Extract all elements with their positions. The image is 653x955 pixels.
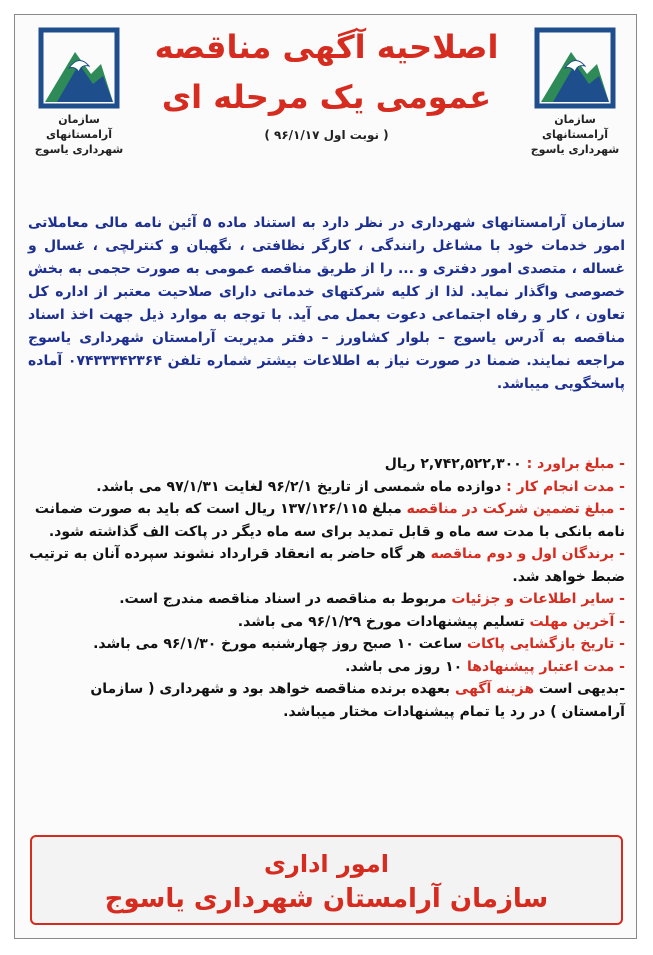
detail-closing — [28, 678, 625, 723]
footer-department: امور اداری — [264, 850, 389, 878]
detail-opening-date — [28, 633, 625, 656]
detail-label: - برندگان اول و دوم مناقصه — [430, 546, 625, 562]
org-logo-right — [520, 24, 630, 157]
cemetery-logo-icon — [531, 24, 619, 112]
detail-guarantee — [28, 498, 625, 543]
detail-text: ۲,۷۴۲,۵۲۲,۳۰۰ ریال — [384, 456, 527, 472]
cemetery-logo-icon — [35, 24, 123, 112]
footer-signature-box — [30, 835, 623, 925]
detail-duration — [28, 476, 625, 499]
closing-pre: -بدیهی است — [534, 681, 625, 697]
detail-label: - مبلغ براورد : — [526, 456, 625, 472]
logo-org-name: سازمان آرامستانهای شهرداری یاسوج — [530, 113, 620, 156]
detail-estimate — [28, 453, 625, 476]
detail-text: ساعت ۱۰ صبح روز چهارشنبه مورخ ۹۶/۱/۳۰ می باشد. — [93, 636, 468, 652]
detail-text: دوازده ماه شمسی از تاریخ ۹۶/۲/۱ لغایت ۹۷/۱/۳۱ می باشد. — [96, 478, 507, 495]
intro-paragraph: سازمان آرامستانهای شهرداری در نظر دارد به استناد ماده ۵ آئین نامه مالی معاملاتی امور خدمات خود با مشاغل رانندگی ، کارگر نظافتی ، نگهبان و کنترلچی ، غسال و غساله ، متصدی امور دفتری و ... را از طریق مناقصه عمومی به صورت حجمی به بخش خصوصی واگذار نماید. لذا از کلیه شرکتهای خدماتی دارای صلاحیت معتبر از اداره کل تعاون ، کار و رفاه اجتماعی دعوت بعمل می آید. با توجه به موارد ذیل جهت اخذ اسناد مناقصه به آدرس یاسوج – بلوار کشاورز – دفتر مدیریت آرامستان شهرداری یاسوج مراجعه نمایند. ضمنا در صورت نیاز به اطلاعات بیشتر شماره تلفن ۰۷۴۳۳۳۴۲۳۶۴ آماده پاسخگویی میباشد. — [28, 215, 625, 392]
detail-deadline — [28, 611, 625, 634]
detail-text: هر گاه حاضر به انعقاد قرارداد نشوند سپرده آنان به ترتیب ضبط خواهد شد. — [29, 546, 625, 585]
detail-text: تسلیم پیشنهادات مورخ ۹۶/۱/۲۹ می باشد. — [237, 613, 530, 630]
closing-post: بعهده برنده مناقصه خواهد بود و شهرداری ( سازمان آرامستان ) در رد یا تمام پیشنهادات مختار میباشد. — [90, 681, 625, 720]
detail-label: - آخرین مهلت — [529, 613, 625, 630]
detail-label: - مبلغ تضمین شرکت در مناقصه — [406, 501, 625, 517]
notice-title-block — [150, 22, 503, 142]
detail-label: - مدت انجام کار : — [506, 478, 625, 495]
detail-winners — [28, 543, 625, 588]
tender-details-list — [28, 453, 625, 723]
detail-label: - مدت اعتبار پیشنهادها — [467, 658, 625, 675]
detail-text: مربوط به مناقصه در اسناد مناقصه مندرج است. — [119, 591, 452, 607]
detail-other-info — [28, 588, 625, 611]
notice-title-line1: اصلاحیه آگهی مناقصه — [154, 28, 499, 66]
publication-round: ( نوبت اول ۹۶/۱/۱۷ ) — [264, 128, 389, 142]
logo-org-name: سازمان آرامستانهای شهرداری یاسوج — [34, 113, 124, 156]
footer-organization: سازمان آرامستان شهرداری یاسوج — [104, 884, 549, 914]
detail-text: مبلغ ۱۳۷/۱۲۶/۱۱۵ ریال است که باید به صورت ضمانت نامه بانکی با مدت سه ماه و قابل تمدید برای سه ماه دیگر در پاکت الف گذاشته شود. — [34, 501, 625, 540]
notice-title-line2: عمومی یک مرحله ای — [161, 78, 492, 116]
detail-text: ۱۰ روز می باشد. — [345, 658, 468, 675]
closing-label: هزینه آگهی — [454, 681, 535, 697]
detail-label: - تاریخ بازگشایی پاکات — [467, 636, 625, 652]
detail-validity — [28, 656, 625, 679]
detail-label: - سایر اطلاعات و جزئیات — [451, 591, 625, 607]
org-logo-left — [24, 24, 134, 157]
